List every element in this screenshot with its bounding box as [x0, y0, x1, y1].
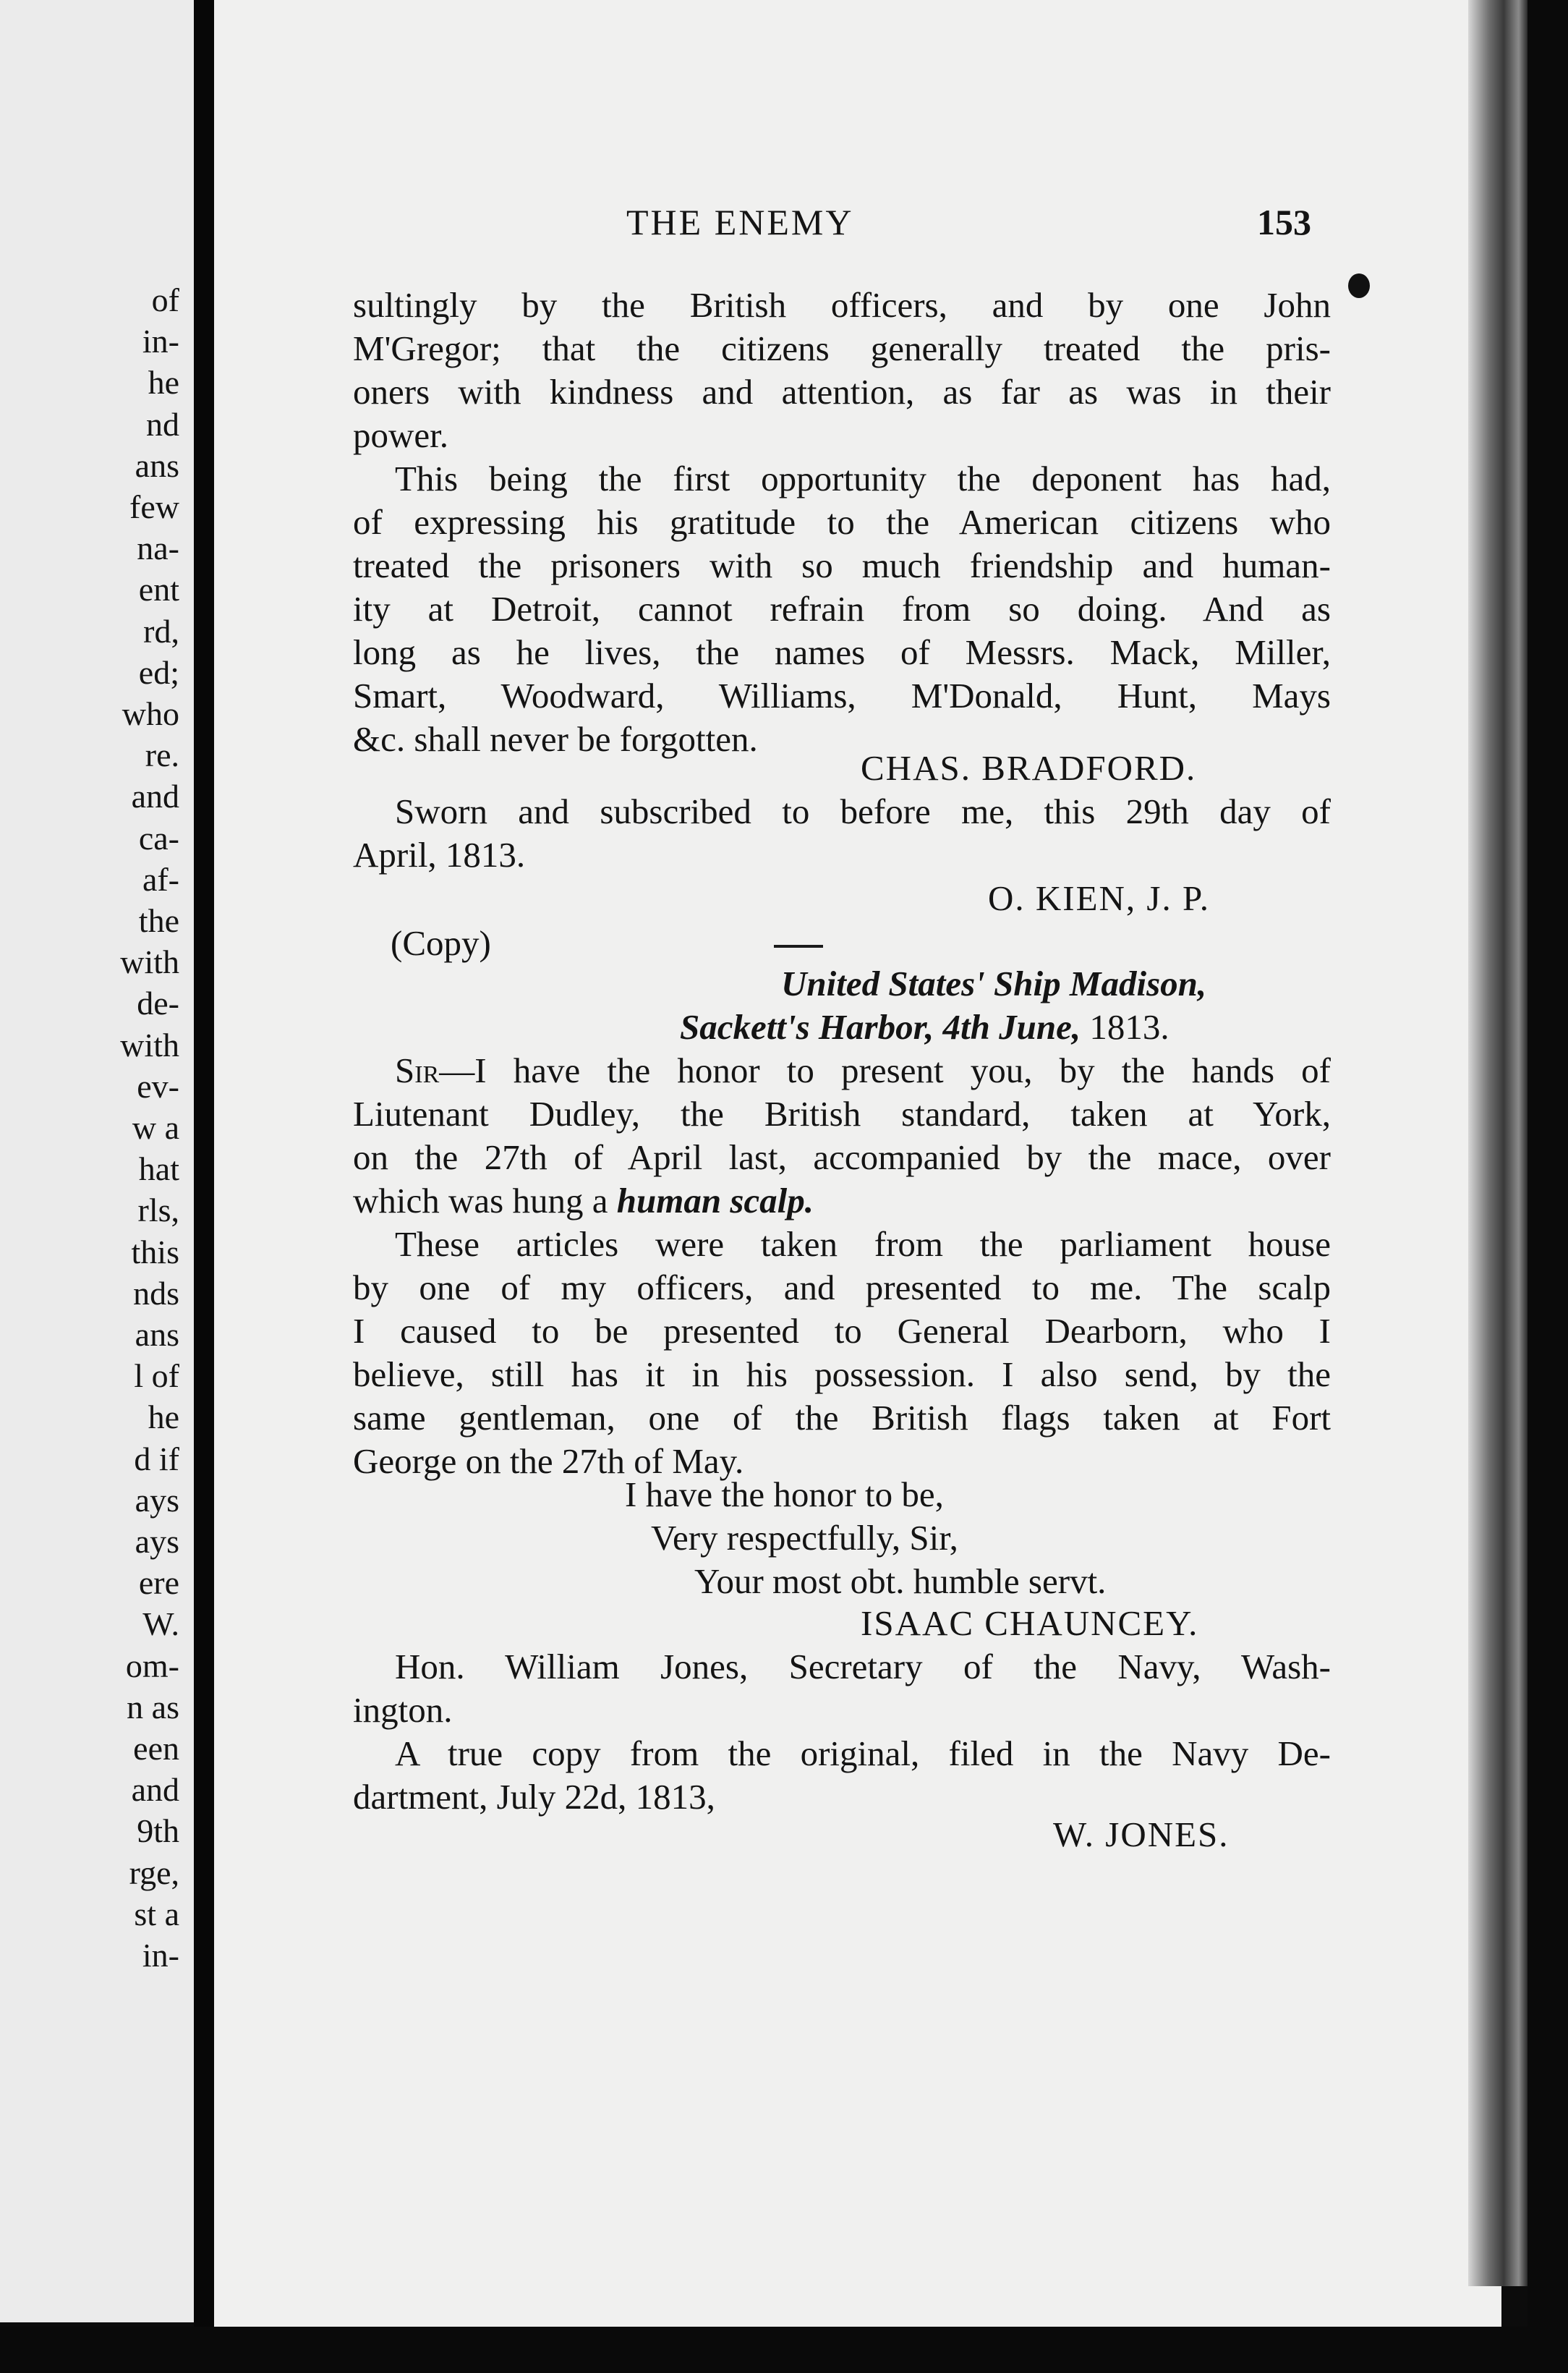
previous-page-line: om-	[125, 1647, 179, 1684]
previous-page-line: he	[148, 364, 179, 402]
dateline-place	[680, 1006, 1169, 1049]
text-line: George on the 27th of May.	[353, 1441, 744, 1481]
page-number: 153	[1257, 202, 1311, 242]
previous-page-line: and	[131, 778, 179, 815]
text-line: M'Gregor; that the citizens generally treated the pris-	[353, 328, 1331, 368]
signature-kien: O. KIEN, J. P.	[988, 878, 1211, 918]
previous-page-line: 9th	[137, 1812, 179, 1850]
previous-page-line: st a	[134, 1895, 179, 1932]
dateline-year: 1813.	[1081, 1007, 1169, 1047]
previous-page-line: ays	[135, 1523, 179, 1560]
text-line	[353, 1049, 1331, 1092]
text-line: ity at Detroit, cannot refrain from so doing. And as	[353, 589, 1331, 629]
previous-page-line: and	[131, 1771, 179, 1809]
previous-page-line: with	[120, 943, 179, 981]
text-line: power.	[353, 415, 448, 455]
previous-page-line: the	[138, 902, 179, 939]
text-line: of expressing his gratitude to the American citizens who	[353, 502, 1331, 542]
previous-page-line: in-	[142, 1937, 179, 1974]
previous-page-line: rge,	[129, 1854, 179, 1891]
emphasis-text: human scalp.	[616, 1181, 814, 1221]
previous-page-line: rls,	[137, 1192, 179, 1229]
previous-page-line: nds	[133, 1274, 179, 1312]
text-line: This being the first opportunity the deponent has had,	[395, 459, 1331, 498]
previous-page-line: ays	[135, 1481, 179, 1519]
previous-page-line: rd,	[143, 612, 179, 650]
closing-line: Very respectfully, Sir,	[651, 1518, 958, 1558]
previous-page-line: ca-	[138, 819, 179, 857]
previous-page-line: with	[120, 1026, 179, 1064]
previous-page-line: de-	[137, 985, 179, 1022]
previous-page-line: ed;	[138, 653, 179, 691]
previous-page-line: re.	[145, 736, 179, 774]
closing-line: Your most obt. humble servt.	[694, 1561, 1107, 1601]
text-line: &c. shall never be forgotten.	[353, 719, 758, 759]
previous-page-line: d if	[134, 1440, 179, 1477]
text-line	[353, 1179, 1331, 1223]
page-edge-shadow	[1468, 0, 1527, 2286]
signature-bradford: CHAS. BRADFORD.	[861, 748, 1197, 788]
salutation: Sir	[395, 1050, 440, 1090]
previous-page-line: hat	[138, 1150, 179, 1188]
text-line: treated the prisoners with so much friendship and human-	[353, 546, 1331, 585]
previous-page-line: ans	[135, 446, 179, 484]
previous-page	[0, 0, 194, 2322]
text-line: on the 27th of April last, accompanied by the mace, over	[353, 1137, 1331, 1177]
text-line: April, 1813.	[353, 835, 526, 875]
dateline-place-italic: Sackett's Harbor, 4th June,	[680, 1007, 1081, 1047]
running-head: THE ENEMY	[626, 202, 854, 242]
text-line: Hon. William Jones, Secretary of the Navy, Wash-	[395, 1647, 1331, 1686]
previous-page-line: een	[133, 1730, 179, 1767]
previous-page-line: af-	[142, 860, 179, 898]
book-gutter	[194, 0, 214, 2373]
previous-page-line: ere	[138, 1564, 179, 1602]
previous-page-line: nd	[146, 405, 179, 443]
previous-page-line: of	[151, 281, 179, 318]
dateline-ship: United States' Ship Madison,	[781, 964, 1207, 1003]
ink-blot	[1348, 273, 1370, 298]
text-line: Liutenant Dudley, the British standard, taken at York,	[353, 1094, 1331, 1134]
background-right	[1527, 0, 1568, 2373]
previous-page-line: W.	[142, 1605, 179, 1643]
text-line: believe, still has it in his possession. I also send, by the	[353, 1354, 1331, 1394]
previous-page-line: this	[131, 1233, 179, 1270]
text-line: Smart, Woodward, Williams, M'Donald, Hunt, Mays	[353, 676, 1331, 716]
background-bottom	[0, 2327, 1568, 2373]
text-span: —I have the honor to present you, by the hands of	[439, 1050, 1331, 1090]
text-line: same gentleman, one of the British flags taken at Fort	[353, 1398, 1331, 1438]
text-line: oners with kindness and attention, as far as was in their	[353, 372, 1331, 412]
text-span: which was hung a	[353, 1181, 608, 1221]
text-line: These articles were taken from the parliament house	[395, 1224, 1331, 1264]
text-line: A true copy from the original, filed in the Navy De-	[395, 1733, 1331, 1773]
previous-page-line: he	[148, 1398, 179, 1436]
text-line: Sworn and subscribed to before me, this 29th day of	[395, 791, 1331, 831]
signature-jones: W. JONES.	[1053, 1814, 1230, 1854]
divider-rule	[774, 945, 823, 948]
closing-line: I have the honor to be,	[625, 1474, 944, 1514]
previous-page-line: ev-	[137, 1067, 179, 1105]
previous-page-line: na-	[137, 530, 179, 567]
text-line: I caused to be presented to General Dearborn, who I	[353, 1311, 1331, 1351]
text-line: long as he lives, the names of Messrs. Mack, Miller,	[353, 632, 1331, 672]
previous-page-line: ent	[138, 571, 179, 608]
text-line: by one of my officers, and presented to me. The scalp	[353, 1268, 1331, 1307]
previous-page-line: ans	[135, 1316, 179, 1353]
text-line: dartment, July 22d, 1813,	[353, 1777, 715, 1817]
text-line: sultingly by the British officers, and by one John	[353, 285, 1331, 325]
previous-page-line: few	[129, 488, 179, 525]
signature-chauncey: ISAAC CHAUNCEY.	[861, 1603, 1199, 1643]
copy-label: (Copy)	[391, 923, 491, 963]
previous-page-line: w a	[132, 1109, 179, 1146]
previous-page-line: l of	[134, 1357, 179, 1395]
previous-page-line: n as	[127, 1688, 179, 1725]
previous-page-line: who	[122, 695, 179, 732]
previous-page-line: in-	[142, 323, 179, 360]
text-line: ington.	[353, 1690, 453, 1730]
